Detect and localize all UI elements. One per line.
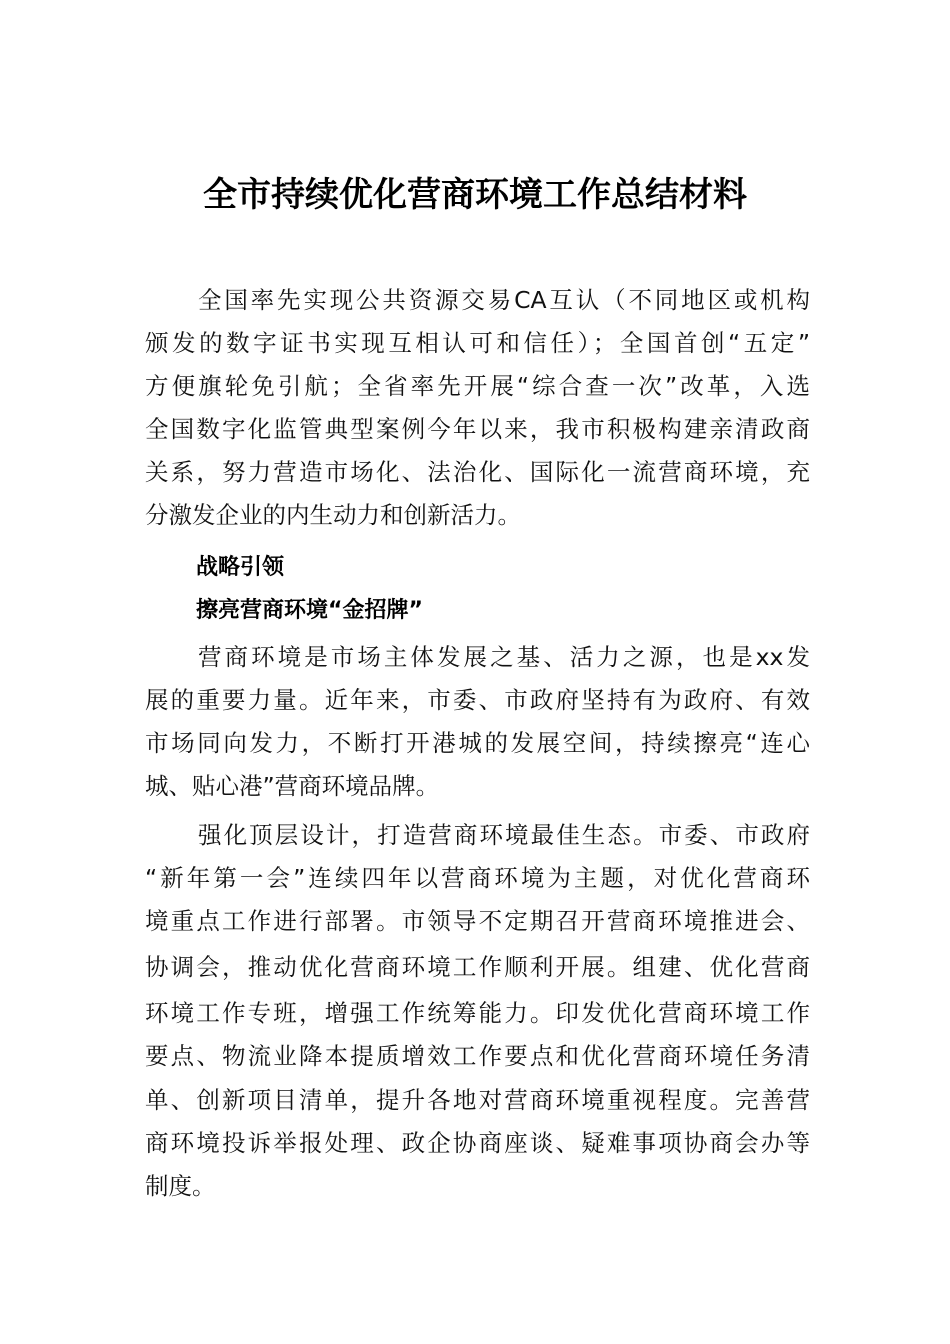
paragraph-3-line-1: 强化顶层设计，打造营商环境最佳生态。市委、市政府 (198, 821, 810, 849)
paragraph-1-line-1: 全国率先实现公共资源交易CA互认（不同地区或机构 (198, 286, 810, 314)
paragraph-3-line-9: 制度。 (145, 1172, 216, 1200)
paragraph-2-line-1: 营商环境是市场主体发展之基、活力之源，也是xx发 (198, 643, 810, 671)
paragraph-1-line-6: 分激发企业的内生动力和创新活力。 (145, 501, 521, 529)
paragraph-3-line-4: 协调会，推动优化营商环境工作顺利开展。组建、优化营商 (145, 953, 810, 981)
document-title: 全市持续优化营商环境工作总结材料 (203, 175, 747, 215)
paragraph-2-line-3: 市场同向发力，不断打开港城的发展空间，持续擦亮“连心 (145, 729, 810, 757)
paragraph-1-line-2: 颁发的数字证书实现互相认可和信任）；全国首创“五定” (145, 329, 810, 357)
paragraph-1-line-5: 关系，努力营造市场化、法治化、国际化一流营商环境，充 (145, 458, 810, 486)
paragraph-1-line-4: 全国数字化监管典型案例今年以来，我市积极构建亲清政商 (145, 415, 810, 443)
paragraph-2-line-2: 展的重要力量。近年来，市委、市政府坚持有为政府、有效 (145, 686, 810, 714)
paragraph-3-line-6: 要点、物流业降本提质增效工作要点和优化营商环境任务清 (145, 1042, 810, 1070)
paragraph-3-line-7: 单、创新项目清单，提升各地对营商环境重视程度。完善营 (145, 1086, 810, 1114)
section-heading-2: 擦亮营商环境“金招牌” (196, 598, 423, 623)
paragraph-3-line-2: “新年第一会”连续四年以营商环境为主题，对优化营商环 (145, 864, 810, 892)
paragraph-1-line-3: 方便旗轮免引航；全省率先开展“综合查一次”改革，入选 (145, 372, 810, 400)
section-heading-1: 战略引领 (196, 555, 285, 580)
paragraph-2-line-4: 城、贴心港”营商环境品牌。 (145, 772, 440, 800)
paragraph-3-line-3: 境重点工作进行部署。市领导不定期召开营商环境推进会、 (145, 907, 810, 935)
paragraph-3-line-8: 商环境投诉举报处理、政企协商座谈、疑难事项协商会办等 (145, 1129, 810, 1157)
paragraph-3-line-5: 环境工作专班，增强工作统筹能力。印发优化营商环境工作 (145, 999, 810, 1027)
